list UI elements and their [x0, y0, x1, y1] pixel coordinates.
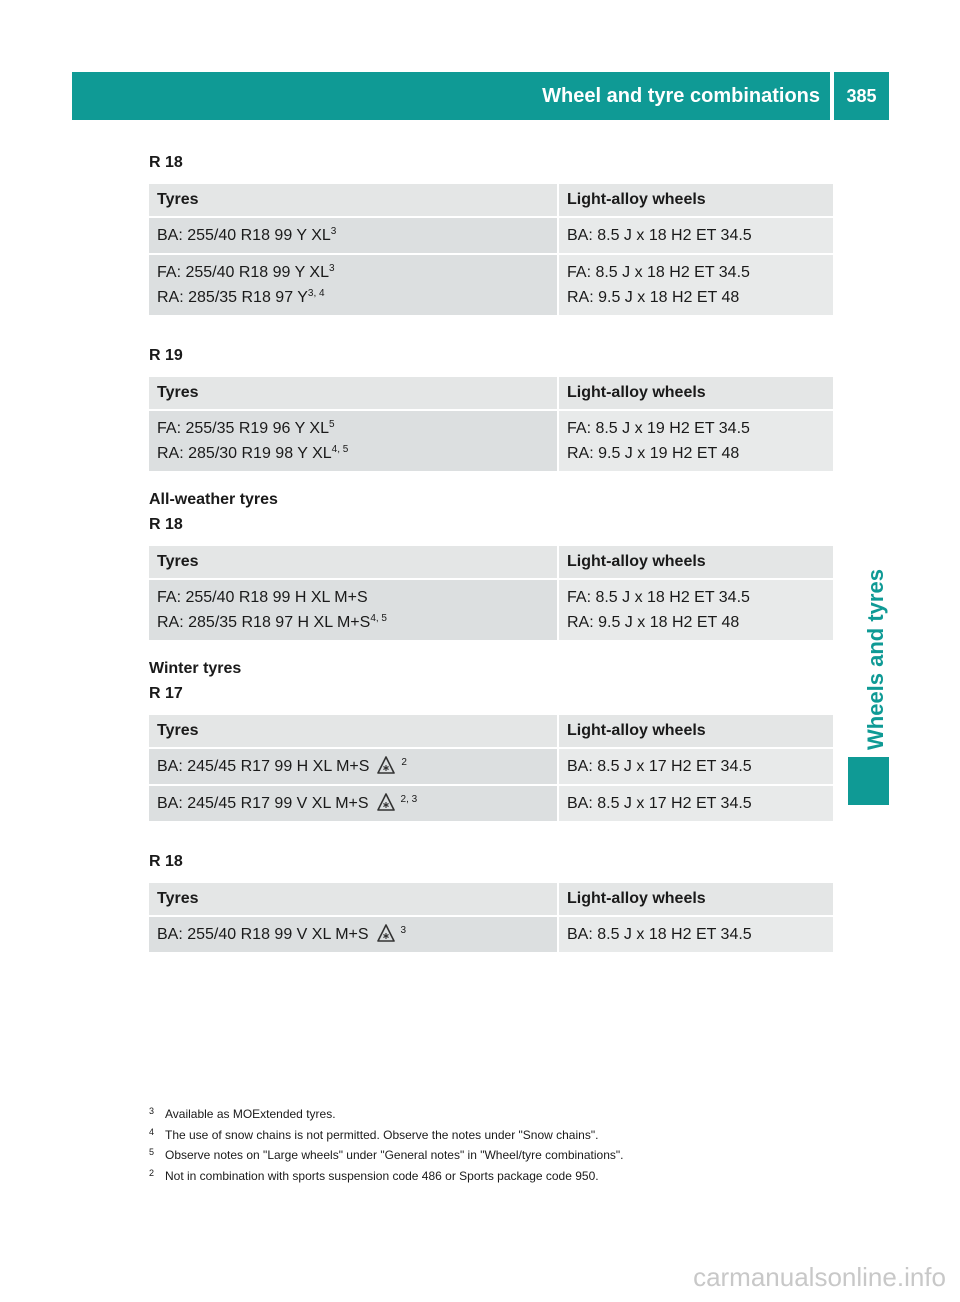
footnote — [149, 1104, 829, 1125]
table-row — [149, 917, 833, 954]
table-row — [149, 580, 833, 642]
wheel-spec-front: FA: 8.5 J x 19 H2 ET 34.5 — [567, 420, 750, 437]
footnote-ref: 2, 3 — [400, 794, 418, 805]
footnote-text: Available as MOExtended tyres. — [165, 1107, 336, 1121]
column-header-tyres: Tyres — [149, 184, 559, 218]
section-heading-r18: R 18 — [149, 154, 183, 171]
wheel-spec-rear: RA: 9.5 J x 19 H2 ET 48 — [567, 445, 740, 462]
tyre-cell — [149, 411, 559, 473]
section-heading-winter-r18: R 18 — [149, 853, 183, 870]
tyre-spec: BA: 245/45 R17 99 H XL M+S — [157, 758, 370, 775]
tyre-spec: BA: 255/40 R18 99 Y XL — [157, 227, 331, 244]
tyre-spec-rear: RA: 285/35 R18 97 H XL M+S — [157, 614, 371, 631]
wheel-cell — [559, 411, 833, 473]
table-header-row — [149, 377, 833, 411]
section-subheading-r17: R 17 — [149, 685, 183, 702]
footnote-ref: 2 — [401, 757, 407, 768]
footnote-ref: 3 — [330, 226, 337, 237]
footnote-text: The use of snow chains is not permitted. Observe the notes under "Snow chains". — [165, 1127, 599, 1142]
wheel-cell — [559, 255, 833, 317]
table-header-row — [149, 715, 833, 749]
section-heading-winter: Winter tyres — [149, 660, 242, 677]
wheel-spec-front: FA: 8.5 J x 18 H2 ET 34.5 — [567, 589, 750, 606]
table-all-weather-r18 — [149, 546, 833, 642]
footnote-ref: 4, 5 — [331, 444, 349, 455]
tyre-spec: BA: 255/40 R18 99 V XL M+S — [157, 926, 369, 943]
wheel-spec-front: FA: 8.5 J x 18 H2 ET 34.5 — [567, 264, 750, 281]
table-header-row — [149, 546, 833, 580]
table-header-row — [149, 184, 833, 218]
footnote-ref: 3 — [328, 263, 335, 274]
footnote — [149, 1145, 829, 1166]
wheel-spec-rear: RA: 9.5 J x 18 H2 ET 48 — [567, 289, 740, 306]
table-row — [149, 255, 833, 317]
table-row — [149, 218, 833, 255]
side-tab-block — [848, 757, 889, 805]
snowflake-mountain-icon — [377, 793, 395, 811]
tyre-cell — [149, 786, 559, 823]
section-heading-r19: R 19 — [149, 347, 183, 364]
tyre-cell — [149, 580, 559, 642]
footnote-ref: 5 — [328, 419, 335, 430]
tyre-spec-front: FA: 255/35 R19 96 Y XL — [157, 420, 329, 437]
table-row — [149, 786, 833, 823]
table-winter-r17 — [149, 715, 833, 823]
wheel-cell: BA: 8.5 J x 18 H2 ET 34.5 — [559, 218, 833, 255]
wheel-cell: BA: 8.5 J x 17 H2 ET 34.5 — [559, 786, 833, 823]
table-row — [149, 411, 833, 473]
column-header-tyres: Tyres — [149, 715, 559, 749]
column-header-wheels: Light-alloy wheels — [559, 377, 833, 411]
snowflake-mountain-icon — [377, 924, 395, 942]
tyre-spec-rear: RA: 285/30 R19 98 Y XL — [157, 445, 332, 462]
tyre-spec-rear: RA: 285/35 R18 97 Y — [157, 289, 308, 306]
footnote — [149, 1125, 829, 1146]
footnote-mark: 4 — [149, 1126, 155, 1137]
footnote-mark: 5 — [149, 1147, 155, 1157]
table-summer-r19 — [149, 377, 833, 473]
tyre-spec-front: FA: 255/40 R18 99 H XL M+S — [157, 589, 368, 606]
footnote-ref: 3, 4 — [307, 288, 325, 299]
watermark: carmanualsonline.info — [693, 1262, 946, 1292]
footnote-ref: 3 — [400, 925, 407, 936]
column-header-wheels: Light-alloy wheels — [559, 883, 833, 917]
footnote — [149, 1166, 829, 1187]
page-title: Wheel and tyre combinations — [542, 85, 820, 107]
footnote-text: Not in combination with sports suspension code 486 or Sports package code 950. — [165, 1168, 599, 1183]
side-tab — [848, 130, 889, 750]
table-summer-r18 — [149, 184, 833, 317]
snowflake-mountain-icon — [377, 756, 395, 774]
table-header-row — [149, 883, 833, 917]
tyre-cell — [149, 218, 559, 255]
tyre-spec-front: FA: 255/40 R18 99 Y XL — [157, 264, 329, 281]
footnote-mark: 3 — [149, 1106, 155, 1116]
footnote-ref: 4, 5 — [370, 613, 387, 624]
tyre-cell — [149, 255, 559, 317]
footnotes — [149, 1104, 829, 1186]
column-header-wheels: Light-alloy wheels — [559, 546, 833, 580]
column-header-wheels: Light-alloy wheels — [559, 184, 833, 218]
wheel-cell: BA: 8.5 J x 17 H2 ET 34.5 — [559, 749, 833, 786]
table-row — [149, 749, 833, 786]
page-number: 385 — [846, 86, 877, 106]
tyre-spec: BA: 245/45 R17 99 V XL M+S — [157, 795, 369, 812]
section-heading-all-weather: All-weather tyres — [149, 491, 278, 508]
section-subheading-r18: R 18 — [149, 516, 183, 533]
tyre-cell — [149, 749, 559, 786]
wheel-cell: BA: 8.5 J x 18 H2 ET 34.5 — [559, 917, 833, 954]
column-header-tyres: Tyres — [149, 883, 559, 917]
tyre-cell — [149, 917, 559, 954]
column-header-tyres: Tyres — [149, 377, 559, 411]
footnote-text: Observe notes on "Large wheels" under "General notes" in "Wheel/tyre combinations". — [165, 1148, 624, 1162]
column-header-tyres: Tyres — [149, 546, 559, 580]
wheel-cell — [559, 580, 833, 642]
content — [149, 150, 833, 954]
column-header-wheels: Light-alloy wheels — [559, 715, 833, 749]
side-tab-label: Wheels and tyres — [863, 569, 888, 750]
table-winter-r18 — [149, 883, 833, 954]
footnote-mark: 2 — [149, 1167, 155, 1178]
wheel-spec-rear: RA: 9.5 J x 18 H2 ET 48 — [567, 614, 740, 631]
